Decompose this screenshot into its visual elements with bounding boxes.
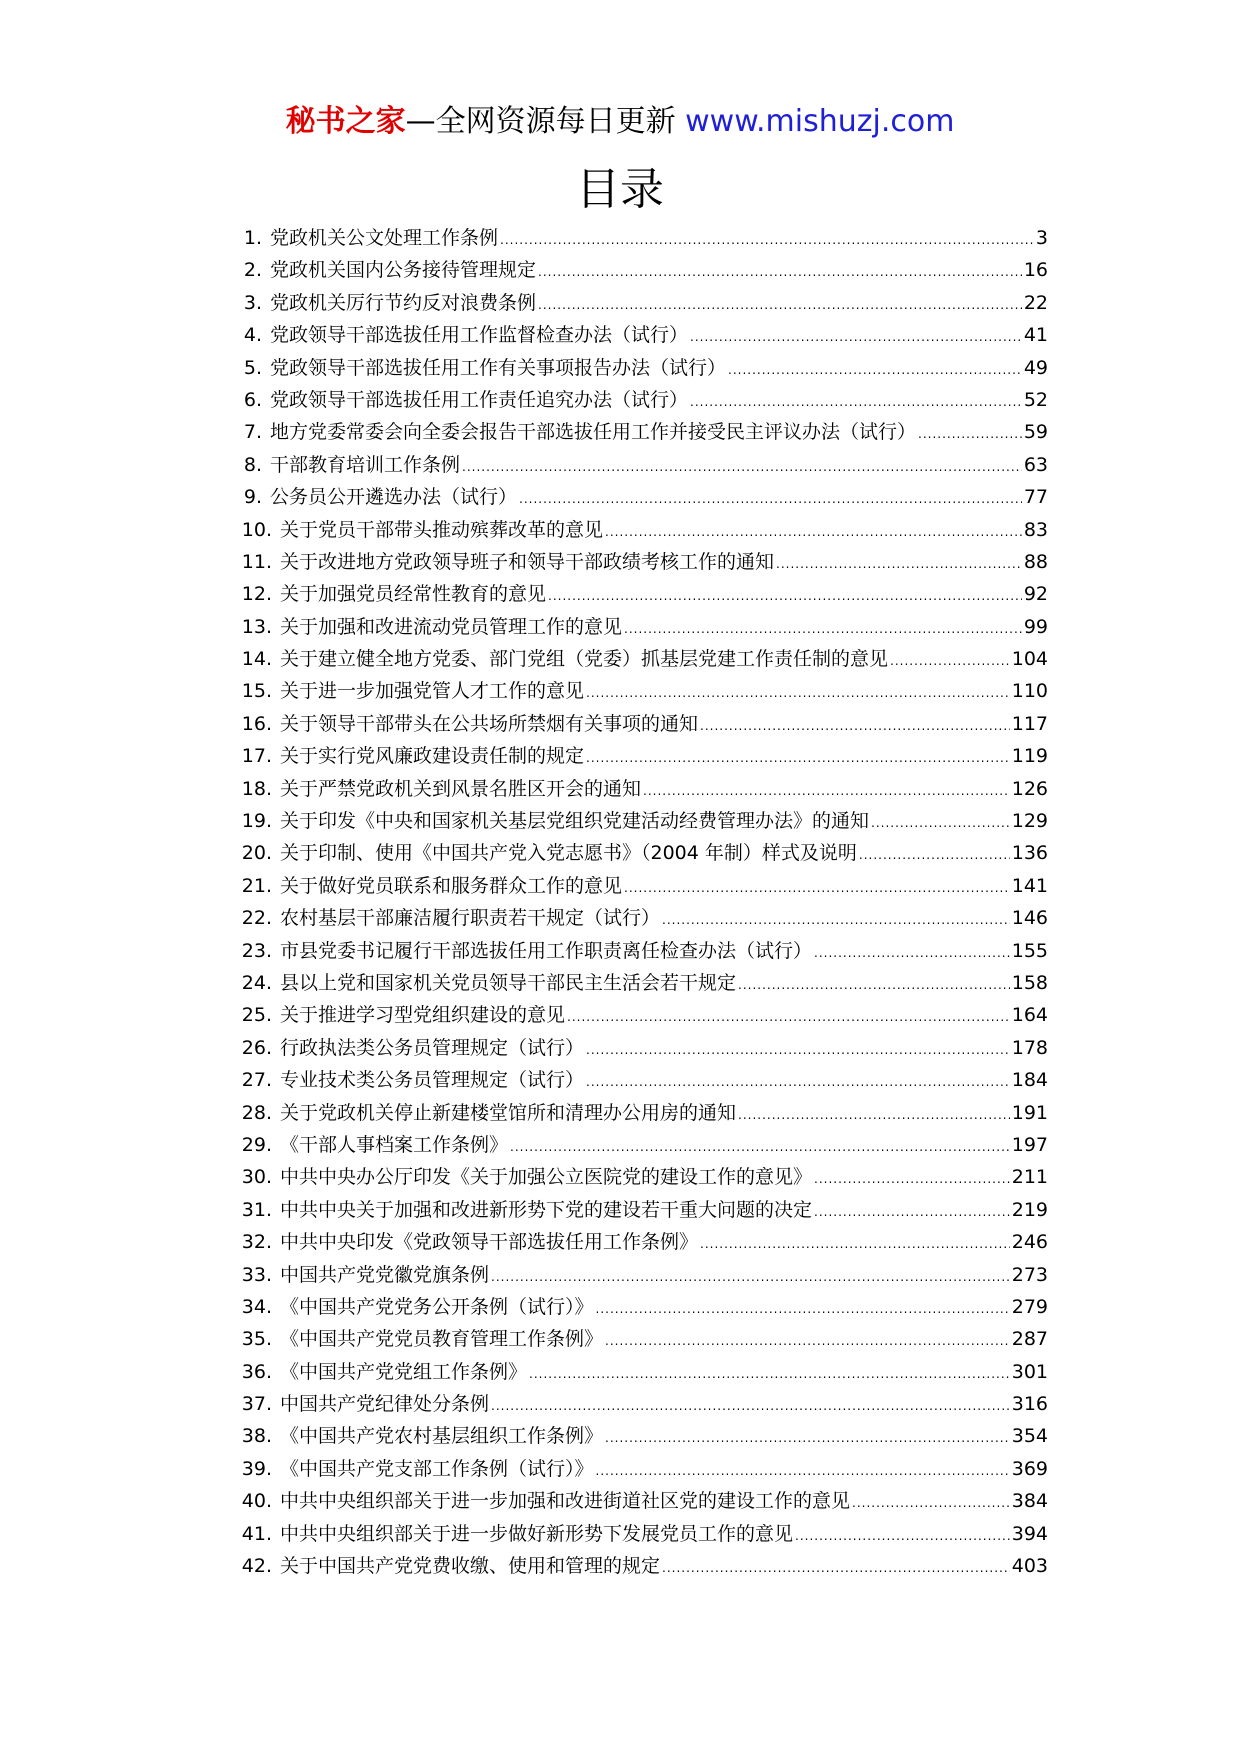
toc-dot-leader	[491, 1399, 1010, 1413]
toc-entry-number: 11.	[241, 550, 272, 573]
toc-entry-title: 干部教育培训工作条例	[270, 453, 461, 476]
toc-entry[interactable]	[228, 741, 1048, 773]
toc-entry-page-number: 394	[1011, 1522, 1048, 1545]
toc-dot-leader	[624, 881, 1010, 895]
toc-entry[interactable]	[228, 1065, 1048, 1097]
toc-dot-leader	[871, 816, 1010, 830]
toc-entry-title: 关于推进学习型党组织建设的意见	[280, 1004, 566, 1027]
toc-entry-title: 党政领导干部选拔任用工作监督检查办法（试行）	[270, 324, 689, 347]
toc-entry-page-number: 369	[1011, 1457, 1048, 1480]
toc-entry[interactable]	[228, 1098, 1048, 1130]
toc-entry-page-number: 16	[1023, 259, 1048, 282]
toc-dot-leader	[462, 460, 1022, 474]
toc-entry-number: 10.	[241, 518, 272, 541]
toc-entry[interactable]	[228, 1033, 1048, 1065]
toc-entry-title: 《干部人事档案工作条例》	[280, 1133, 509, 1156]
toc-dot-leader	[500, 233, 1034, 247]
table-of-contents	[228, 223, 1048, 1583]
toc-entry[interactable]	[228, 612, 1048, 644]
toc-dot-leader	[814, 1205, 1010, 1219]
toc-entry[interactable]	[228, 709, 1048, 741]
toc-entry-page-number: 99	[1023, 615, 1048, 638]
toc-entry[interactable]	[228, 903, 1048, 935]
toc-entry-page-number: 3	[1035, 227, 1048, 249]
toc-entry-title: 关于印发《中央和国家机关基层党组织党建活动经费管理办法》的通知	[280, 810, 870, 833]
toc-entry-title: 市县党委书记履行干部选拔任用工作职责离任检查办法（试行）	[280, 939, 813, 962]
toc-entry[interactable]	[228, 288, 1048, 320]
toc-entry-title: 中共中央办公厅印发《关于加强公立医院党的建设工作的意见》	[280, 1166, 813, 1189]
toc-entry-title: 专业技术类公务员管理规定（试行）	[280, 1069, 585, 1092]
toc-dot-leader	[700, 1237, 1010, 1251]
toc-entry[interactable]	[228, 676, 1048, 708]
toc-entry-number: 41.	[241, 1522, 272, 1545]
toc-entry[interactable]	[228, 838, 1048, 870]
toc-entry-page-number: 301	[1011, 1360, 1048, 1383]
toc-entry-page-number: 52	[1023, 388, 1048, 411]
toc-dot-leader	[890, 654, 1010, 668]
toc-entry-title: 《中国共产党党员教育管理工作条例》	[280, 1328, 604, 1351]
toc-entry-page-number: 178	[1011, 1036, 1048, 1059]
toc-entry-number: 37.	[241, 1393, 272, 1416]
toc-entry-number: 24.	[241, 971, 272, 994]
toc-entry-title: 关于加强和改进流动党员管理工作的意见	[280, 615, 623, 638]
brand-name: 秘书之家	[285, 104, 406, 139]
toc-entry-number: 28.	[241, 1101, 272, 1124]
toc-entry[interactable]	[228, 417, 1048, 449]
toc-dot-leader	[567, 1010, 1010, 1024]
toc-entry-title: 关于党政机关停止新建楼堂馆所和清理办公用房的通知	[280, 1101, 737, 1124]
toc-entry-title: 党政机关厉行节约反对浪费条例	[270, 291, 537, 314]
toc-entry-title: 关于改进地方党政领导班子和领导干部政绩考核工作的通知	[280, 550, 775, 573]
toc-entry-title: 《中国共产党党务公开条例（试行）》	[280, 1295, 594, 1318]
toc-entry[interactable]	[228, 1000, 1048, 1032]
toc-entry-title: 关于进一步加强党管人才工作的意见	[280, 680, 585, 703]
toc-entry-number: 2.	[243, 259, 262, 282]
toc-entry-page-number: 117	[1011, 712, 1048, 735]
toc-dot-leader	[690, 395, 1022, 409]
toc-dot-leader	[596, 1464, 1010, 1478]
toc-entry[interactable]	[228, 1130, 1048, 1162]
toc-entry-page-number: 83	[1023, 518, 1048, 541]
toc-entry-title: 关于加强党员经常性教育的意见	[280, 583, 547, 606]
toc-dot-leader	[814, 946, 1010, 960]
toc-entry[interactable]	[228, 1260, 1048, 1292]
toc-entry[interactable]	[228, 1195, 1048, 1227]
toc-entry[interactable]	[228, 385, 1048, 417]
toc-entry[interactable]	[228, 547, 1048, 579]
toc-dot-leader	[662, 913, 1010, 927]
toc-dot-leader	[605, 525, 1022, 539]
toc-entry[interactable]	[228, 1324, 1048, 1356]
toc-entry-number: 23.	[241, 939, 272, 962]
toc-entry-number: 13.	[241, 615, 272, 638]
toc-entry-page-number: 211	[1011, 1166, 1048, 1189]
toc-entry-page-number: 141	[1011, 874, 1048, 897]
toc-entry-title: 中共中央组织部关于进一步加强和改进街道社区党的建设工作的意见	[280, 1490, 851, 1513]
toc-entry[interactable]	[228, 1519, 1048, 1551]
toc-entry[interactable]	[228, 1357, 1048, 1389]
toc-entry-title: 农村基层干部廉洁履行职责若干规定（试行）	[280, 907, 661, 930]
toc-entry-number: 7.	[243, 421, 262, 444]
toc-entry-number: 39.	[241, 1457, 272, 1480]
toc-entry-number: 19.	[241, 810, 272, 833]
toc-dot-leader	[852, 1496, 1010, 1510]
toc-dot-leader	[586, 751, 1010, 765]
toc-entry-title: 地方党委常委会向全委会报告干部选拔任用工作并接受民主评议办法（试行）	[270, 421, 917, 444]
toc-entry-number: 25.	[241, 1004, 272, 1027]
toc-entry-page-number: 279	[1011, 1295, 1048, 1318]
toc-entry-number: 17.	[241, 745, 272, 768]
toc-entry-page-number: 136	[1011, 842, 1048, 865]
toc-entry-page-number: 246	[1011, 1231, 1048, 1254]
toc-entry-title: 中共中央印发《党政领导干部选拔任用工作条例》	[280, 1231, 699, 1254]
page-title: 目录	[576, 164, 664, 215]
toc-entry-page-number: 403	[1011, 1555, 1048, 1578]
toc-entry-page-number: 273	[1011, 1263, 1048, 1286]
toc-entry-title: 中国共产党党徽党旗条例	[280, 1263, 490, 1286]
toc-entry-title: 《中国共产党支部工作条例（试行）》	[280, 1457, 594, 1480]
toc-entry[interactable]	[228, 1162, 1048, 1194]
toc-entry[interactable]	[228, 936, 1048, 968]
toc-entry[interactable]	[228, 806, 1048, 838]
toc-entry-title: 《中国共产党农村基层组织工作条例》	[280, 1425, 604, 1448]
toc-dot-leader	[586, 686, 1010, 700]
toc-dot-leader	[918, 427, 1022, 441]
toc-entry-number: 4.	[243, 324, 262, 347]
toc-dot-leader	[776, 557, 1022, 571]
toc-entry-number: 3.	[243, 291, 262, 314]
toc-entry-title: 县以上党和国家机关党员领导干部民主生活会若干规定	[280, 971, 737, 994]
toc-entry-page-number: 146	[1011, 907, 1048, 930]
toc-entry-page-number: 22	[1023, 291, 1048, 314]
toc-entry-title: 公务员公开遴选办法（试行）	[270, 486, 518, 509]
toc-dot-leader	[605, 1334, 1010, 1348]
toc-entry-number: 33.	[241, 1263, 272, 1286]
toc-entry[interactable]	[228, 223, 1048, 255]
toc-entry-page-number: 164	[1011, 1004, 1048, 1027]
toc-entry-page-number: 287	[1011, 1328, 1048, 1351]
toc-entry-page-number: 59	[1023, 421, 1048, 444]
toc-entry-page-number: 77	[1023, 486, 1048, 509]
toc-entry[interactable]	[228, 1454, 1048, 1486]
toc-entry-title: 关于严禁党政机关到风景名胜区开会的通知	[280, 777, 642, 800]
toc-entry-number: 16.	[241, 712, 272, 735]
toc-dot-leader	[795, 1529, 1010, 1543]
toc-entry-number: 40.	[241, 1490, 272, 1513]
toc-entry-number: 22.	[241, 907, 272, 930]
toc-entry-title: 党政机关国内公务接待管理规定	[270, 259, 537, 282]
toc-entry-page-number: 126	[1011, 777, 1048, 800]
toc-entry-number: 31.	[241, 1198, 272, 1221]
toc-dot-leader	[596, 1302, 1010, 1316]
toc-dot-leader	[529, 1367, 1010, 1381]
toc-entry-number: 15.	[241, 680, 272, 703]
toc-entry-title: 中国共产党纪律处分条例	[280, 1393, 490, 1416]
toc-entry[interactable]	[228, 871, 1048, 903]
toc-entry-number: 12.	[241, 583, 272, 606]
toc-entry-number: 27.	[241, 1069, 272, 1092]
toc-dot-leader	[738, 1108, 1010, 1122]
toc-entry-title: 党政领导干部选拔任用工作有关事项报告办法（试行）	[270, 356, 727, 379]
toc-entry-page-number: 49	[1023, 356, 1048, 379]
toc-entry-page-number: 155	[1011, 939, 1048, 962]
toc-entry-page-number: 129	[1011, 810, 1048, 833]
toc-entry[interactable]	[228, 1486, 1048, 1518]
toc-entry-title: 党政领导干部选拔任用工作责任追究办法（试行）	[270, 388, 689, 411]
toc-entry-page-number: 316	[1011, 1393, 1048, 1416]
toc-entry[interactable]	[228, 320, 1048, 352]
toc-dot-leader	[814, 1172, 1010, 1186]
toc-entry-page-number: 191	[1011, 1101, 1048, 1124]
toc-entry-title: 中共中央组织部关于进一步做好新形势下发展党员工作的意见	[280, 1522, 794, 1545]
toc-entry-title: 《中国共产党党组工作条例》	[280, 1360, 528, 1383]
toc-entry-number: 32.	[241, 1231, 272, 1254]
toc-entry-number: 6.	[243, 388, 262, 411]
toc-entry-number: 35.	[241, 1328, 272, 1351]
toc-entry-title: 关于做好党员联系和服务群众工作的意见	[280, 874, 623, 897]
toc-entry[interactable]	[228, 482, 1048, 514]
toc-entry[interactable]	[228, 774, 1048, 806]
toc-entry[interactable]	[228, 515, 1048, 547]
toc-entry-title: 关于领导干部带头在公共场所禁烟有关事项的通知	[280, 712, 699, 735]
toc-entry-page-number: 197	[1011, 1133, 1048, 1156]
toc-entry-number: 1.	[243, 227, 262, 249]
toc-entry-page-number: 384	[1011, 1490, 1048, 1513]
toc-dot-leader	[738, 978, 1010, 992]
toc-entry-title: 关于建立健全地方党委、部门党组（党委）抓基层党建工作责任制的意见	[280, 648, 889, 671]
toc-entry-title: 关于中国共产党党费收缴、使用和管理的规定	[280, 1555, 661, 1578]
toc-entry-title: 关于党员干部带头推动殡葬改革的意见	[280, 518, 604, 541]
toc-entry-number: 38.	[241, 1425, 272, 1448]
toc-dot-leader	[690, 330, 1022, 344]
toc-entry-number: 20.	[241, 842, 272, 865]
toc-dot-leader	[728, 363, 1022, 377]
toc-entry[interactable]	[228, 1389, 1048, 1421]
toc-entry-page-number: 119	[1011, 745, 1048, 768]
toc-dot-leader	[586, 1075, 1010, 1089]
toc-entry-page-number: 354	[1011, 1425, 1048, 1448]
toc-entry-title: 行政执法类公务员管理规定（试行）	[280, 1036, 585, 1059]
toc-entry-number: 36.	[241, 1360, 272, 1383]
toc-dot-leader	[548, 589, 1022, 603]
toc-dot-leader	[662, 1561, 1010, 1575]
toc-entry-number: 21.	[241, 874, 272, 897]
toc-entry-page-number: 88	[1023, 550, 1048, 573]
toc-entry[interactable]	[228, 255, 1048, 287]
toc-entry[interactable]	[228, 1551, 1048, 1583]
toc-entry-title: 关于实行党风廉政建设责任制的规定	[280, 745, 585, 768]
toc-dot-leader	[538, 265, 1022, 279]
toc-entry-title: 中共中央关于加强和改进新形势下党的建设若干重大问题的决定	[280, 1198, 813, 1221]
banner-tagline: —全网资源每日更新	[405, 104, 676, 139]
site-banner	[0, 100, 1240, 144]
toc-entry-number: 29.	[241, 1133, 272, 1156]
toc-entry[interactable]	[228, 579, 1048, 611]
toc-entry-page-number: 104	[1011, 648, 1048, 671]
toc-dot-leader	[605, 1431, 1010, 1445]
toc-entry[interactable]	[228, 353, 1048, 385]
toc-entry-number: 30.	[241, 1166, 272, 1189]
toc-entry-page-number: 184	[1011, 1069, 1048, 1092]
toc-entry[interactable]	[228, 1227, 1048, 1259]
toc-entry-page-number: 110	[1011, 680, 1048, 703]
toc-entry[interactable]	[228, 1292, 1048, 1324]
toc-entry-number: 5.	[243, 356, 262, 379]
site-url-link[interactable]: www.mishuzj.com	[685, 104, 955, 139]
toc-entry-page-number: 219	[1011, 1198, 1048, 1221]
toc-dot-leader	[700, 719, 1010, 733]
toc-dot-leader	[519, 492, 1022, 506]
toc-dot-leader	[859, 848, 1010, 862]
toc-entry-number: 8.	[243, 453, 262, 476]
toc-dot-leader	[643, 784, 1010, 798]
toc-dot-leader	[586, 1043, 1010, 1057]
toc-dot-leader	[624, 622, 1022, 636]
toc-entry[interactable]	[228, 450, 1048, 482]
toc-entry-page-number: 158	[1011, 971, 1048, 994]
toc-dot-leader	[510, 1140, 1010, 1154]
toc-entry-number: 26.	[241, 1036, 272, 1059]
toc-entry-number: 9.	[243, 486, 262, 509]
toc-entry[interactable]	[228, 644, 1048, 676]
toc-entry-number: 42.	[241, 1555, 272, 1578]
toc-entry-number: 14.	[241, 648, 272, 671]
toc-entry[interactable]	[228, 968, 1048, 1000]
toc-entry-number: 18.	[241, 777, 272, 800]
toc-dot-leader	[538, 298, 1022, 312]
toc-entry-title: 党政机关公文处理工作条例	[270, 227, 499, 249]
toc-entry-title: 关于印制、使用《中国共产党入党志愿书》（2004 年制）样式及说明	[280, 842, 857, 865]
toc-entry-page-number: 41	[1023, 324, 1048, 347]
toc-entry-page-number: 92	[1023, 583, 1048, 606]
toc-dot-leader	[491, 1270, 1010, 1284]
toc-entry-page-number: 63	[1023, 453, 1048, 476]
toc-entry-number: 34.	[241, 1295, 272, 1318]
toc-entry[interactable]	[228, 1421, 1048, 1453]
